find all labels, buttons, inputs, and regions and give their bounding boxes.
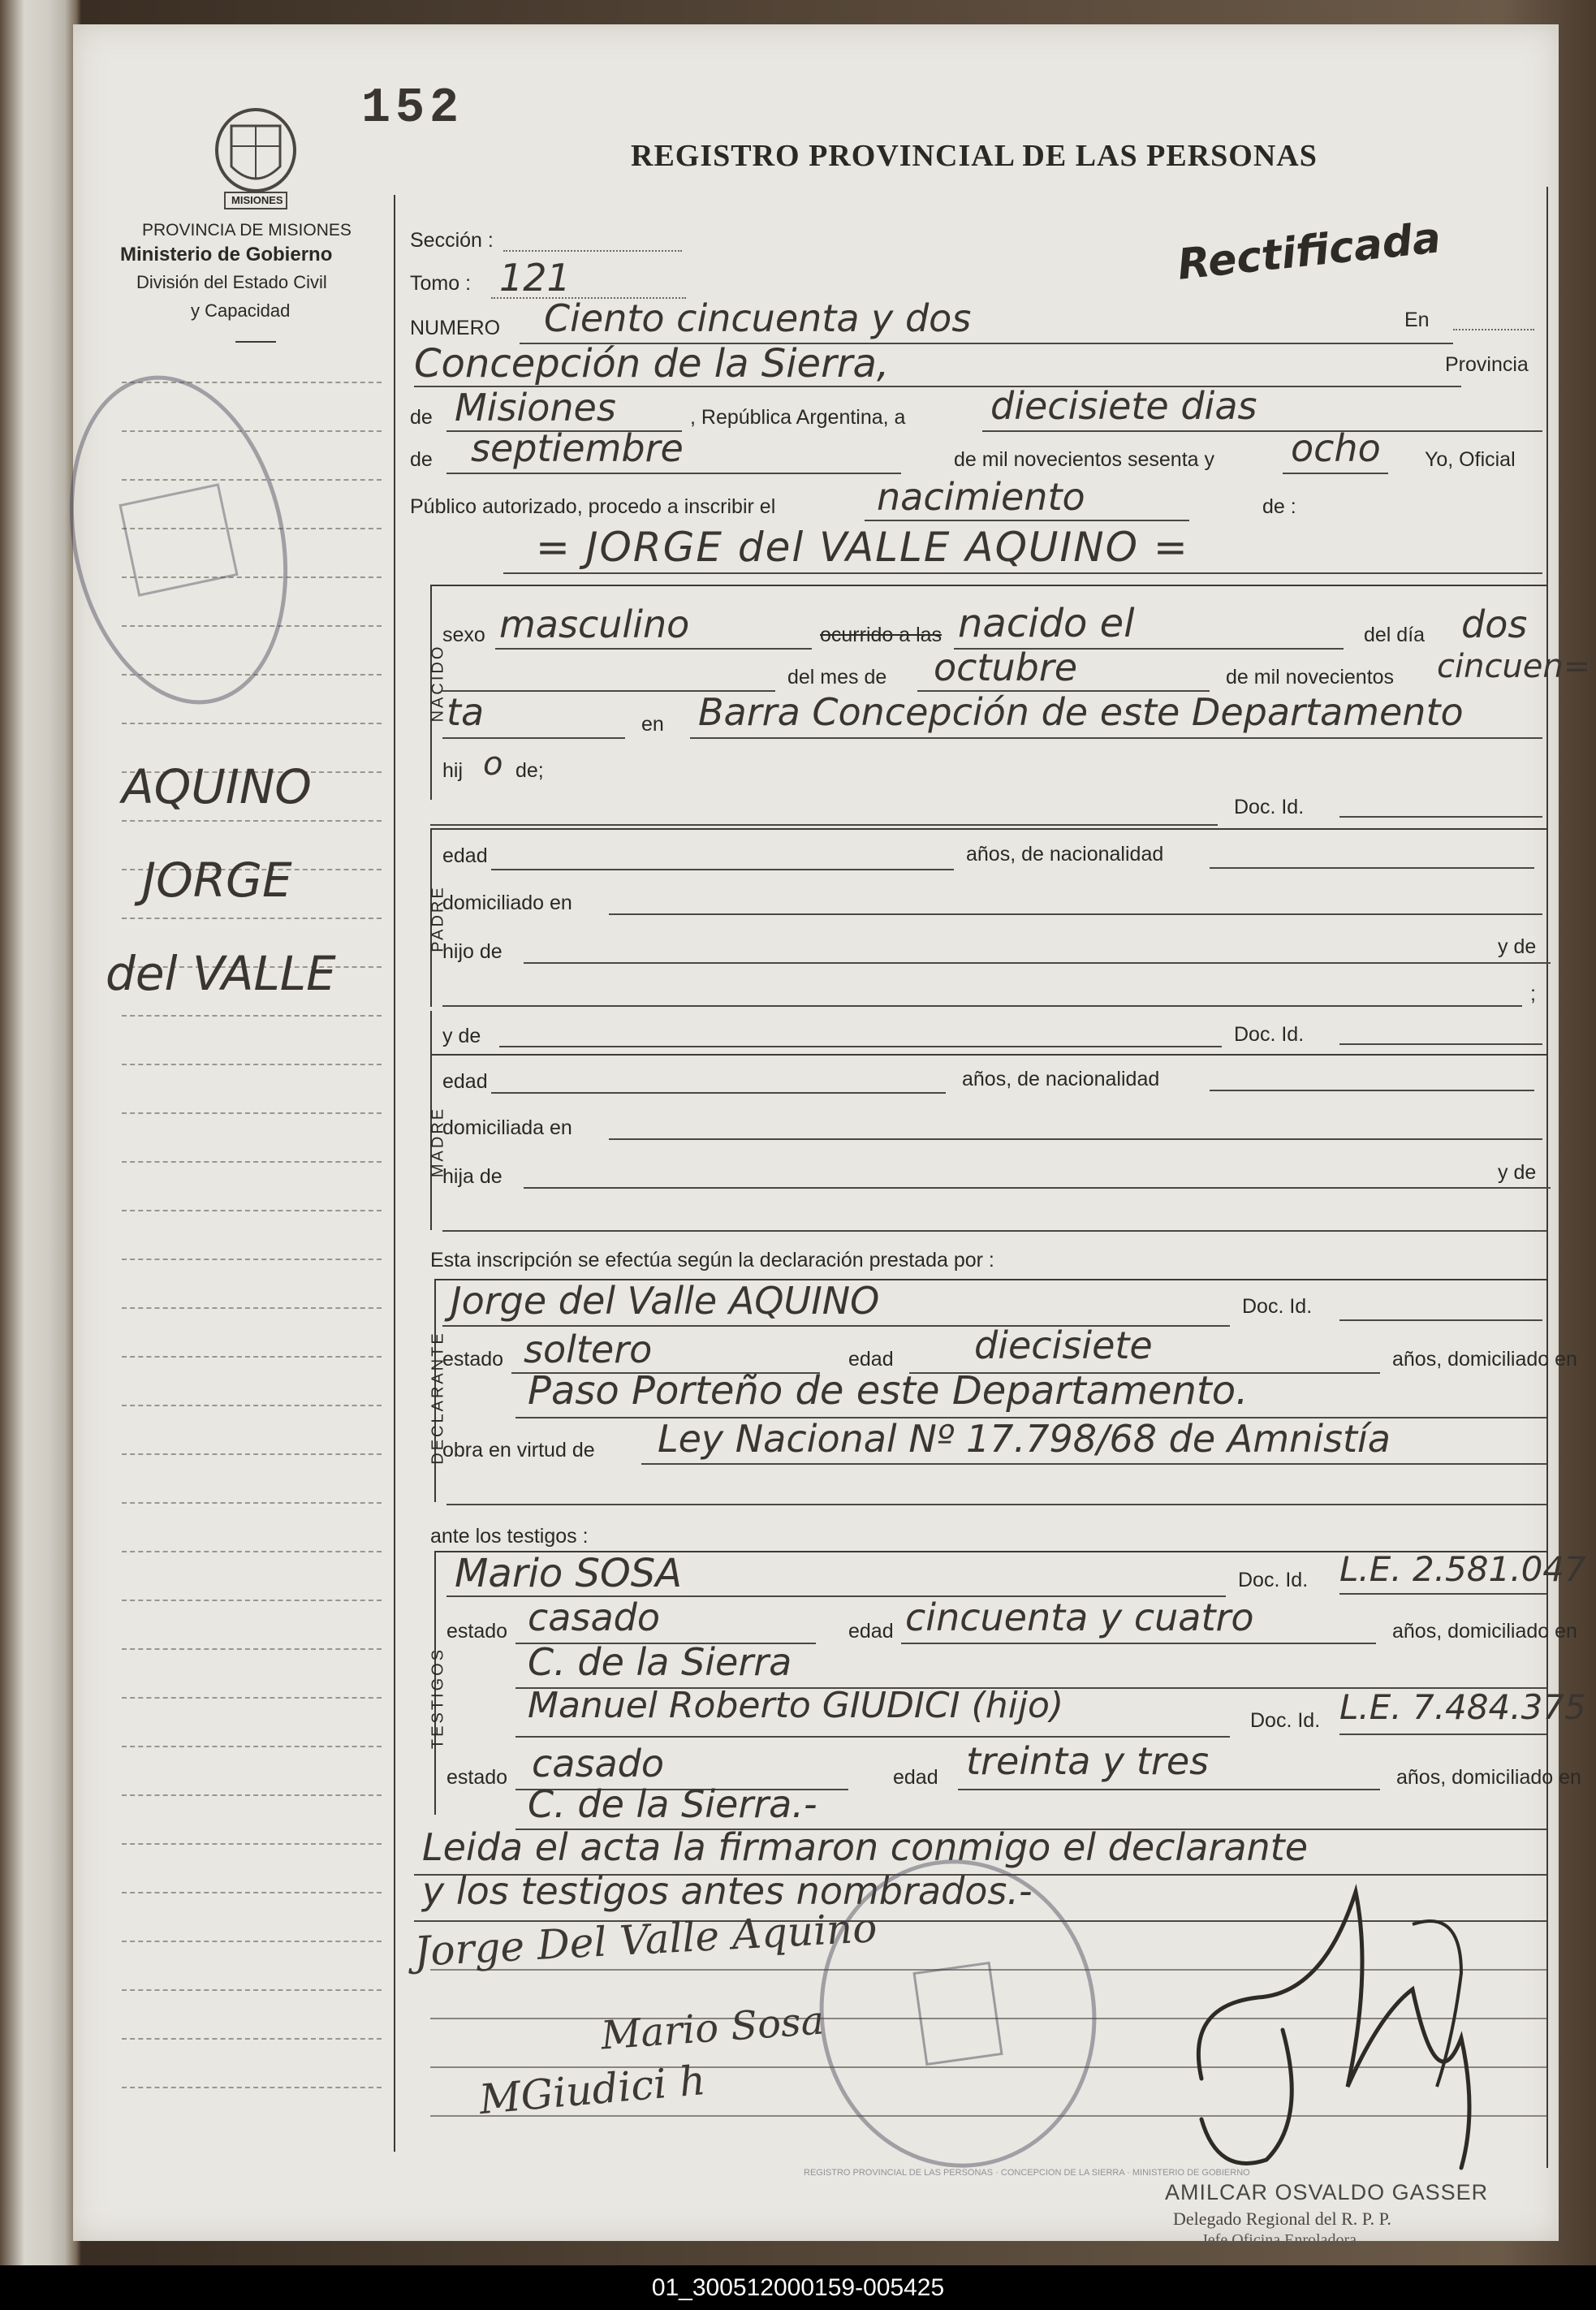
label-ocurrido: ocurrido a las [820, 624, 943, 646]
semicolon-padre: ; [1530, 982, 1536, 1005]
page-number: 152 [361, 81, 464, 136]
label-hija-de: hija de [442, 1165, 503, 1188]
anio-nac-value-2: ta [446, 690, 485, 734]
testigo2-domicilio: C. de la Sierra.- [528, 1782, 817, 1826]
testigo1-nombre: Mario SOSA [455, 1551, 683, 1596]
anio-value: ocho [1291, 426, 1381, 470]
nacido-value: nacido el [958, 601, 1135, 646]
label-edad-declarante: edad [848, 1348, 894, 1371]
anio-nac-value-1: cincuen= [1437, 648, 1591, 685]
testigo2-estado: casado [532, 1742, 664, 1785]
lugar-value: Concepción de la Sierra, [414, 341, 890, 386]
officer-title-2: Jefe Oficina Enroladora [1201, 2231, 1357, 2249]
label-provincia: Provincia [1445, 353, 1529, 376]
rectificada-annotation: Rectificada [1175, 214, 1443, 290]
mes-value: septiembre [471, 426, 684, 470]
margin-first-name: JORGE [142, 853, 292, 908]
label-edad-t2: edad [893, 1766, 938, 1789]
hij-value: o [483, 745, 503, 783]
header-province: PROVINCIA DE MISIONES [142, 221, 352, 240]
testigo1-edad: cincuenta y cuatro [905, 1595, 1254, 1639]
registrant-name: = JORGE del VALLE AQUINO = [536, 524, 1189, 571]
declarante-nombre: Jorge del Valle AQUINO [451, 1279, 880, 1323]
side-label-padre: PADRE [429, 885, 447, 952]
mes-nac-value: octubre [934, 646, 1078, 689]
label-domiciliado-padre: domiciliado en [442, 892, 572, 914]
officer-title-1: Delegado Regional del R. P. P. [1173, 2209, 1391, 2229]
margin-middle-name: del VALLE [106, 946, 336, 1001]
registry-stamp-left [41, 355, 317, 724]
dia-nac-value: dos [1461, 602, 1528, 646]
label-doc-id-3: Doc. Id. [1242, 1295, 1313, 1318]
label-tomo: Tomo : [410, 272, 472, 295]
label-en: En [1404, 309, 1430, 331]
label-de-prov: de [410, 406, 433, 429]
closing-line-1: Leida el acta la firmaron conmigo el declarante [422, 1825, 1308, 1869]
label-de-colon: de : [1262, 495, 1296, 518]
label-de-mil2: de mil novecientos [1226, 666, 1395, 689]
label-ante: ante los testigos : [430, 1525, 589, 1548]
stamp-text: REGISTRO PROVINCIAL DE LAS PERSONAS · CONCEPCION DE LA SIERRA · MINISTERIO DE GOBIERNO [804, 2168, 1250, 2178]
label-anos-dom-declarante: años, domiciliado en [1392, 1348, 1577, 1371]
label-de-semi: de; [515, 759, 544, 782]
label-de-mil: de mil novecientos sesenta y [954, 448, 1215, 471]
testigo2-nombre: Manuel Roberto GIUDICI (hijo) [528, 1685, 1064, 1726]
header-ministry: Ministerio de Gobierno [120, 244, 333, 266]
officer-name: AMILCAR OSVALDO GASSER [1165, 2180, 1489, 2204]
signature-testigo2: MGiudici h [477, 2056, 708, 2124]
declarante-domicilio: Paso Porteño de este Departamento. [528, 1368, 1249, 1414]
label-en2: en [641, 713, 664, 736]
provincia-value: Misiones [455, 386, 616, 430]
side-label-declarante: DECLARANTE [429, 1331, 447, 1465]
label-anos-nac-madre: años, de nacionalidad [962, 1068, 1160, 1090]
provincial-seal [207, 101, 304, 215]
numero-value: Ciento cincuenta y dos [544, 296, 972, 340]
testigo2-edad: treinta y tres [966, 1739, 1210, 1783]
label-inscripcion: Esta inscripción se efectúa según la declaración prestada por : [430, 1249, 994, 1272]
label-doc-id-1: Doc. Id. [1234, 796, 1305, 818]
label-hijo-de: hijo de [442, 940, 503, 963]
seal-label: MISIONES [231, 194, 283, 206]
testigo2-doc: L.E. 7.484.375 [1339, 1687, 1586, 1727]
signature-declarante: Jorge Del Valle Aquino [412, 1904, 878, 1975]
label-y-de-padre: y de [1498, 935, 1537, 958]
label-hij: hij [442, 759, 464, 782]
filename-label: 01_300512000159-005425 [0, 2265, 1596, 2310]
label-domiciliada-madre: domiciliada en [442, 1116, 572, 1139]
label-y-de-madre: y de [442, 1025, 481, 1047]
testigo1-estado: casado [528, 1595, 660, 1639]
signature-testigo1: Mario Sosa [599, 1997, 826, 2059]
label-edad-padre: edad [442, 844, 488, 867]
label-anos-dom-t1: años, domiciliado en [1392, 1620, 1577, 1643]
label-edad-madre: edad [442, 1070, 488, 1093]
label-edad-t1: edad [848, 1620, 894, 1643]
lugar-nac-value: Barra Concepción de este Departamento [698, 690, 1464, 734]
declarante-obra: Ley Nacional Nº 17.798/68 de Amnistía [658, 1417, 1391, 1461]
testigo1-doc: L.E. 2.581.047 [1339, 1549, 1586, 1589]
label-yo-oficial: Yo, Oficial [1425, 448, 1516, 471]
label-del-mes: del mes de [787, 666, 887, 689]
margin-surname: AQUINO [122, 759, 312, 814]
label-numero: NUMERO [410, 317, 501, 339]
label-obra: obra en virtud de [442, 1439, 595, 1462]
side-label-nacido: NACIDO [429, 644, 447, 723]
header-capacity: y Capacidad [191, 300, 291, 321]
header-division: División del Estado Civil [136, 272, 327, 292]
label-doc-id-4: Doc. Id. [1238, 1569, 1309, 1591]
sexo-value: masculino [499, 602, 690, 646]
label-anos-nac-padre: años, de nacionalidad [966, 843, 1164, 866]
label-sexo: sexo [442, 624, 485, 646]
label-y-de-madre-end: y de [1498, 1161, 1537, 1184]
side-label-testigos: TESTIGOS [429, 1647, 447, 1750]
acto-value: nacimiento [877, 475, 1085, 519]
label-estado-t1: estado [446, 1620, 508, 1643]
testigo1-domicilio: C. de la Sierra [528, 1640, 792, 1684]
page-title: REGISTRO PROVINCIAL DE LAS PERSONAS [631, 139, 1318, 173]
label-anos-dom-t2: años, domiciliado en [1396, 1766, 1581, 1789]
label-de-mes: de [410, 448, 433, 471]
label-seccion: Sección : [410, 229, 494, 252]
label-estado-t2: estado [446, 1766, 508, 1789]
dia-value: diecisiete dias [990, 384, 1257, 428]
declarante-edad: diecisiete [974, 1323, 1153, 1367]
register-page [73, 24, 1591, 2249]
official-signature [1169, 1876, 1510, 2176]
closing-line-2: y los testigos antes nombrados.- [422, 1869, 1033, 1913]
side-label-madre: MADRE [429, 1106, 447, 1178]
label-doc-id-2: Doc. Id. [1234, 1023, 1305, 1046]
label-publico: Público autorizado, procedo a inscribir el [410, 495, 776, 518]
tomo-value: 121 [499, 256, 571, 300]
label-del-dia: del día [1364, 624, 1426, 646]
label-republica: , República Argentina, a [690, 406, 906, 429]
label-estado-declarante: estado [442, 1348, 504, 1371]
label-doc-id-5: Doc. Id. [1250, 1709, 1321, 1732]
declarante-estado: soltero [524, 1328, 653, 1371]
